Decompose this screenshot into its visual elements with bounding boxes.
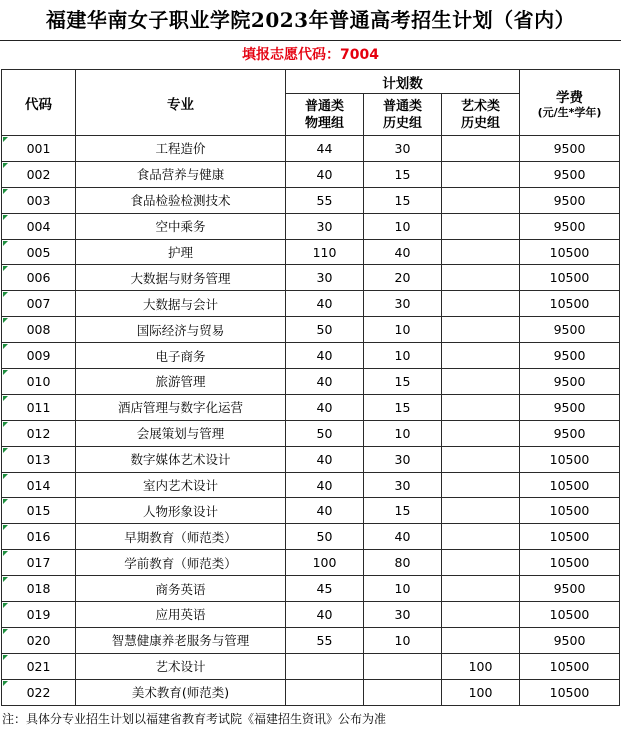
cell-art-count: 100 (442, 653, 520, 679)
cell-physics-count: 110 (286, 239, 364, 265)
cell-tuition: 10500 (520, 291, 620, 317)
enrollment-plan-table (1, 69, 620, 706)
cell-tuition: 9500 (520, 369, 620, 395)
cell-major: 食品检验检测技术 (76, 187, 286, 213)
cell-history-count: 40 (364, 239, 442, 265)
cell-tuition: 9500 (520, 136, 620, 162)
cell-tuition: 9500 (520, 343, 620, 369)
header-tuition-label: 学费 (556, 89, 584, 106)
header-physics-line2: 物理组 (304, 115, 344, 131)
cell-tuition: 10500 (520, 602, 620, 628)
cell-art-count (442, 602, 520, 628)
cell-major: 商务英语 (76, 576, 286, 602)
cell-physics-count: 50 (286, 524, 364, 550)
cell-art-count (442, 394, 520, 420)
table-row (2, 472, 620, 498)
cell-physics-count: 40 (286, 446, 364, 472)
cell-physics-count: 40 (286, 602, 364, 628)
cell-tuition: 9500 (520, 213, 620, 239)
cell-major: 酒店管理与数字化运营 (76, 394, 286, 420)
table-row (2, 239, 620, 265)
cell-history-count: 10 (364, 420, 442, 446)
cell-major: 艺术设计 (76, 653, 286, 679)
cell-code: 008 (2, 317, 76, 343)
cell-tuition: 9500 (520, 420, 620, 446)
cell-major: 护理 (76, 239, 286, 265)
cell-art-count (442, 627, 520, 653)
cell-code: 016 (2, 524, 76, 550)
cell-history-count: 15 (364, 498, 442, 524)
table-row (2, 550, 620, 576)
cell-tuition: 10500 (520, 472, 620, 498)
header-art-group (442, 94, 520, 136)
cell-history-count (364, 679, 442, 705)
volunteer-code-line (0, 41, 621, 69)
cell-physics-count: 55 (286, 627, 364, 653)
cell-art-count (442, 213, 520, 239)
cell-tuition: 9500 (520, 317, 620, 343)
header-plan-count: 计划数 (286, 70, 520, 94)
cell-history-count: 30 (364, 446, 442, 472)
table-body (2, 136, 620, 706)
volunteer-code-value: 7004 (340, 47, 379, 63)
table-row (2, 369, 620, 395)
cell-art-count (442, 472, 520, 498)
cell-code: 003 (2, 187, 76, 213)
cell-major: 应用英语 (76, 602, 286, 628)
cell-code: 002 (2, 161, 76, 187)
cell-tuition: 10500 (520, 446, 620, 472)
table-row (2, 291, 620, 317)
cell-history-count: 30 (364, 291, 442, 317)
cell-code: 022 (2, 679, 76, 705)
header-code: 代码 (2, 70, 76, 136)
cell-code: 012 (2, 420, 76, 446)
cell-history-count: 30 (364, 472, 442, 498)
cell-tuition: 10500 (520, 498, 620, 524)
table-row (2, 136, 620, 162)
cell-history-count: 10 (364, 576, 442, 602)
header-history-line2: 历史组 (382, 115, 422, 131)
cell-tuition: 10500 (520, 653, 620, 679)
cell-history-count: 10 (364, 627, 442, 653)
cell-major: 空中乘务 (76, 213, 286, 239)
cell-art-count (442, 317, 520, 343)
table-row (2, 653, 620, 679)
cell-art-count (442, 420, 520, 446)
cell-history-count: 15 (364, 394, 442, 420)
cell-history-count: 40 (364, 524, 442, 550)
cell-art-count (442, 524, 520, 550)
header-physics-line1: 普通类 (304, 98, 344, 114)
cell-tuition: 9500 (520, 627, 620, 653)
table-row (2, 265, 620, 291)
cell-code: 020 (2, 627, 76, 653)
cell-art-count (442, 136, 520, 162)
cell-tuition: 10500 (520, 524, 620, 550)
cell-code: 013 (2, 446, 76, 472)
cell-tuition: 9500 (520, 394, 620, 420)
cell-code: 006 (2, 265, 76, 291)
cell-major: 早期教育（师范类） (76, 524, 286, 550)
table-row (2, 576, 620, 602)
cell-physics-count: 40 (286, 394, 364, 420)
table-row (2, 187, 620, 213)
cell-art-count (442, 239, 520, 265)
table-row (2, 524, 620, 550)
cell-major: 国际经济与贸易 (76, 317, 286, 343)
cell-code: 001 (2, 136, 76, 162)
header-physics-group (286, 94, 364, 136)
cell-physics-count: 30 (286, 265, 364, 291)
cell-code: 017 (2, 550, 76, 576)
cell-history-count: 30 (364, 136, 442, 162)
cell-art-count (442, 291, 520, 317)
cell-art-count: 100 (442, 679, 520, 705)
header-tuition (520, 70, 620, 136)
table-row (2, 394, 620, 420)
cell-history-count: 15 (364, 161, 442, 187)
cell-art-count (442, 187, 520, 213)
cell-history-count: 15 (364, 369, 442, 395)
cell-tuition: 9500 (520, 161, 620, 187)
table-row (2, 498, 620, 524)
cell-tuition: 10500 (520, 239, 620, 265)
cell-physics-count: 44 (286, 136, 364, 162)
table-row (2, 446, 620, 472)
cell-history-count: 20 (364, 265, 442, 291)
header-history-group (364, 94, 442, 136)
cell-major: 大数据与财务管理 (76, 265, 286, 291)
cell-history-count (364, 653, 442, 679)
cell-physics-count: 40 (286, 343, 364, 369)
cell-major: 室内艺术设计 (76, 472, 286, 498)
cell-art-count (442, 446, 520, 472)
header-art-line2: 历史组 (461, 115, 501, 131)
cell-major: 人物形象设计 (76, 498, 286, 524)
cell-tuition: 10500 (520, 679, 620, 705)
table-row (2, 343, 620, 369)
cell-art-count (442, 498, 520, 524)
cell-major: 大数据与会计 (76, 291, 286, 317)
cell-code: 004 (2, 213, 76, 239)
cell-major: 美术教育(师范类) (76, 679, 286, 705)
cell-physics-count: 100 (286, 550, 364, 576)
cell-code: 015 (2, 498, 76, 524)
cell-physics-count (286, 653, 364, 679)
cell-code: 007 (2, 291, 76, 317)
cell-physics-count: 55 (286, 187, 364, 213)
header-tuition-unit: (元/生*学年) (537, 105, 602, 119)
cell-code: 005 (2, 239, 76, 265)
cell-history-count: 15 (364, 187, 442, 213)
table-row (2, 161, 620, 187)
cell-art-count (442, 265, 520, 291)
cell-major: 旅游管理 (76, 369, 286, 395)
cell-history-count: 30 (364, 602, 442, 628)
cell-physics-count: 40 (286, 291, 364, 317)
volunteer-code-label: 填报志愿代码： (242, 47, 341, 63)
cell-code: 009 (2, 343, 76, 369)
header-history-line1: 普通类 (382, 98, 422, 114)
cell-major: 食品营养与健康 (76, 161, 286, 187)
cell-major: 学前教育（师范类） (76, 550, 286, 576)
cell-physics-count: 45 (286, 576, 364, 602)
cell-code: 014 (2, 472, 76, 498)
cell-physics-count: 30 (286, 213, 364, 239)
cell-code: 021 (2, 653, 76, 679)
cell-code: 019 (2, 602, 76, 628)
cell-art-count (442, 161, 520, 187)
table-row (2, 679, 620, 705)
cell-tuition: 10500 (520, 550, 620, 576)
cell-physics-count (286, 679, 364, 705)
table-row (2, 213, 620, 239)
cell-physics-count: 40 (286, 498, 364, 524)
cell-history-count: 10 (364, 213, 442, 239)
table-row (2, 602, 620, 628)
cell-history-count: 80 (364, 550, 442, 576)
page-title: 福建华南女子职业学院2023年普通高考招生计划（省内） (0, 0, 621, 41)
cell-tuition: 10500 (520, 265, 620, 291)
footnote: 注：具体分专业招生计划以福建省教育考试院《福建招生资讯》公布为准 (2, 711, 387, 726)
cell-physics-count: 40 (286, 472, 364, 498)
cell-tuition: 9500 (520, 576, 620, 602)
cell-major: 会展策划与管理 (76, 420, 286, 446)
table-row (2, 317, 620, 343)
cell-code: 010 (2, 369, 76, 395)
cell-art-count (442, 576, 520, 602)
cell-physics-count: 50 (286, 420, 364, 446)
cell-history-count: 10 (364, 343, 442, 369)
cell-physics-count: 40 (286, 161, 364, 187)
header-major: 专业 (76, 70, 286, 136)
cell-major: 工程造价 (76, 136, 286, 162)
header-art-line1: 艺术类 (461, 98, 501, 114)
cell-art-count (442, 550, 520, 576)
cell-history-count: 10 (364, 317, 442, 343)
cell-code: 018 (2, 576, 76, 602)
cell-code: 011 (2, 394, 76, 420)
cell-physics-count: 40 (286, 369, 364, 395)
cell-art-count (442, 343, 520, 369)
table-row (2, 627, 620, 653)
table-row (2, 420, 620, 446)
cell-art-count (442, 369, 520, 395)
cell-physics-count: 50 (286, 317, 364, 343)
cell-tuition: 9500 (520, 187, 620, 213)
cell-major: 数字媒体艺术设计 (76, 446, 286, 472)
cell-major: 电子商务 (76, 343, 286, 369)
cell-major: 智慧健康养老服务与管理 (76, 627, 286, 653)
